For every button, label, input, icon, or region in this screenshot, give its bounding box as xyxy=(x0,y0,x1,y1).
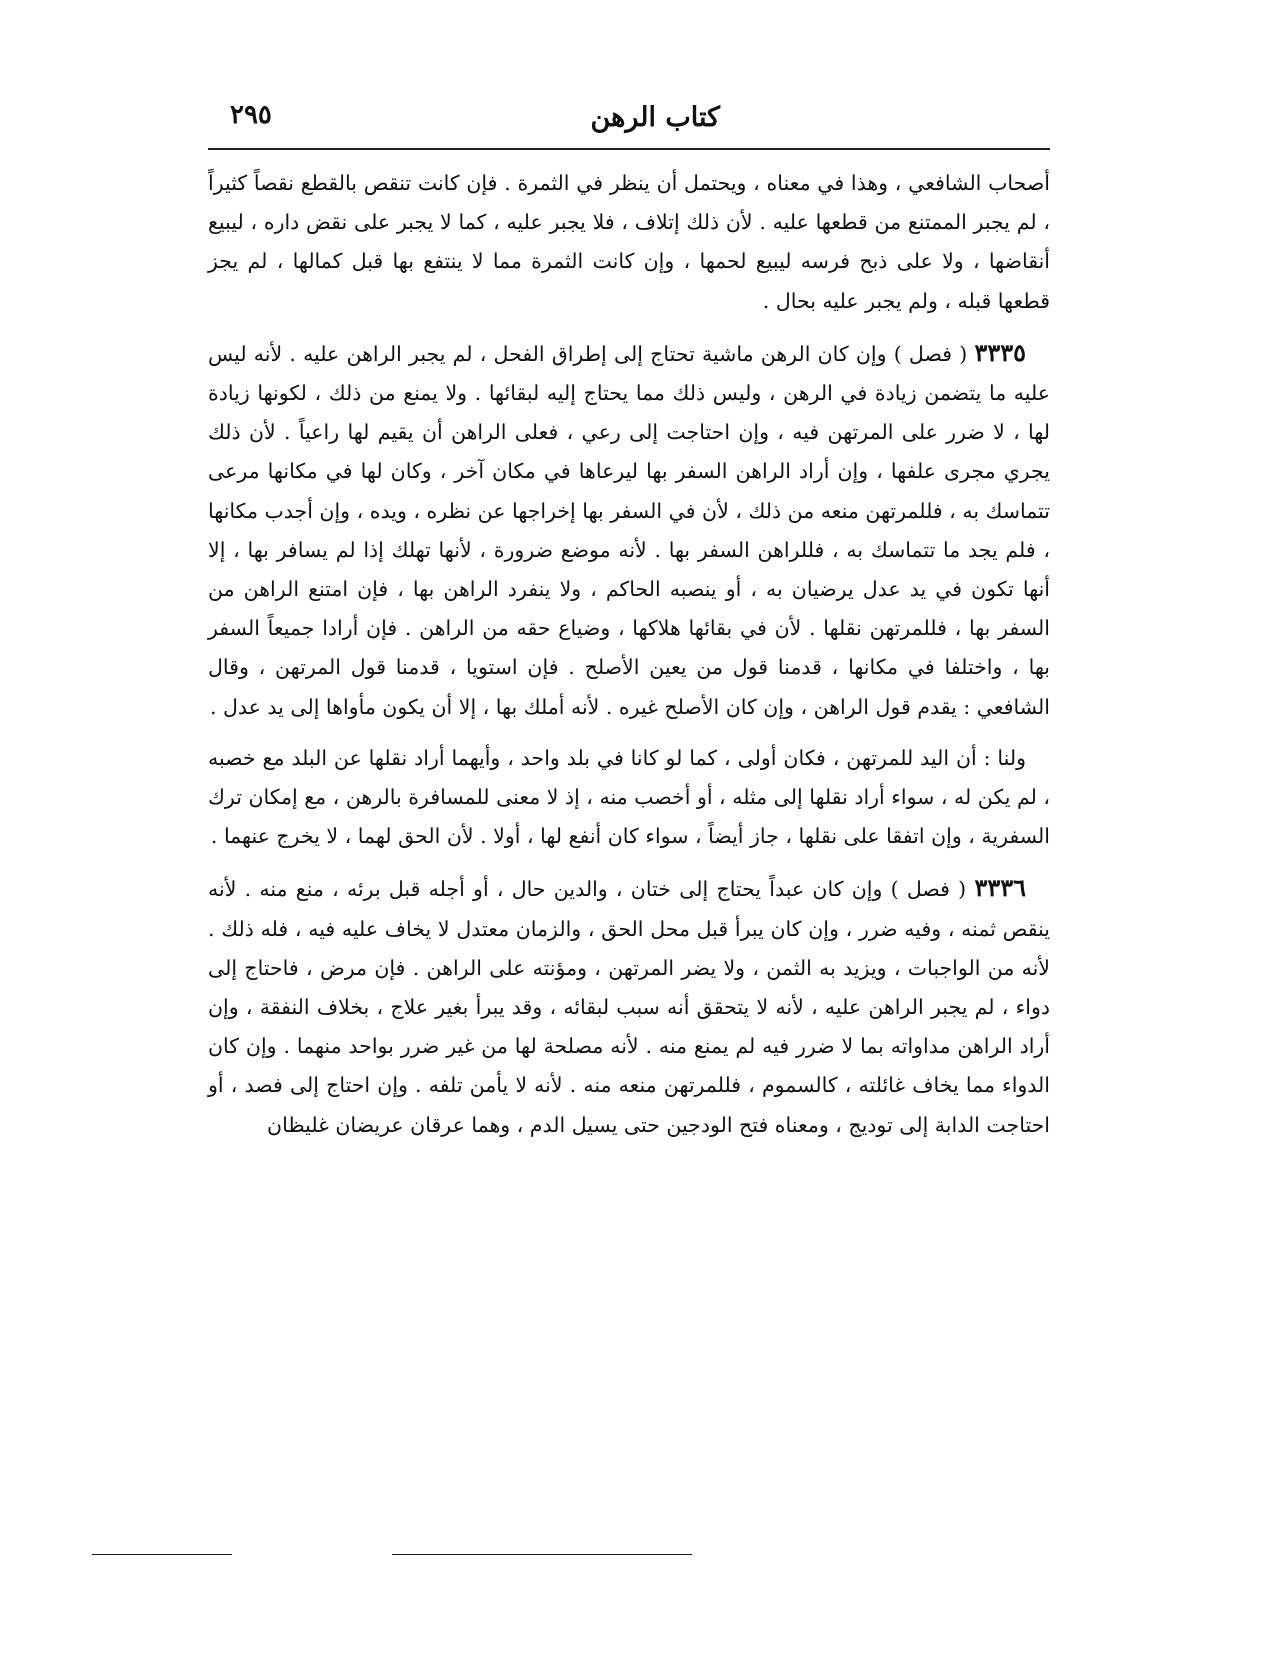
running-title: كتاب الرهن xyxy=(590,102,720,133)
section-number: ٣٣٣٦ xyxy=(974,873,1026,903)
header-rule xyxy=(208,148,1050,150)
page-header xyxy=(208,96,1050,142)
section-number: ٣٣٣٥ xyxy=(974,337,1026,367)
paragraph xyxy=(208,164,1050,321)
body-text xyxy=(208,164,1050,1157)
footer-rule xyxy=(92,1554,232,1555)
paragraph-text: ( فصل ) وإن كان عبداً يحتاج إلى ختان ، والدين حال ، أو أجله قبل برئه ، منع منه . لأنه ينقص ثمنه ، وفيه ضرر ، وإن كان يبرأ قبل محل الحق ، والزمان معتدل لا يخاف عليه فيه ، فله ذلك . لأنه من الواجبات ، ويزيد به الثمن ، ولا يضر المرتهن ، ومؤنته على الراهن . فإن مرض ، فاحتاج إلى دواء ، لم يجبر الراهن عليه ، لأنه لا يتحقق أنه سبب لبقائه ، وقد يبرأ بغير علاج ، بخلاف النفقة ، وإن أراد الراهن مداواته بما لا ضرر فيه لم يمنع منه . لأنه مصلحة لها من غير ضرر بواحد منهما . وإن كان الدواء مما يخاف غائلته ، كالسموم ، فللمرتهن منعه منه . لأنه لا يأمن تلفه . وإن احتاج إلى فصد ، أو احتاجت الدابة إلى توديج ، ومعناه فتح الودجين حتى يسيل الدم ، وهما عرقان عريضان غليظان xyxy=(208,877,1050,1137)
paragraph xyxy=(208,868,1050,1144)
paragraph-text: أصحاب الشافعي ، وهذا في معناه ، ويحتمل أن ينظر في الثمرة . فإن كانت تنقص بالقطع نقصاً كثيراً ، لم يجبر الممتنع من قطعها عليه . لأن ذلك إتلاف ، فلا يجبر عليه ، كما لا يجبر على نقض داره ، ليبيع أنقاضها ، ولا على ذبح فرسه ليبيع لحمها ، وإن كانت الثمرة مما لا ينتفع بها قبل كمالها ، لم يجز قطعها قبله ، ولم يجبر عليه بحال . xyxy=(208,171,1050,313)
paragraph-text: ( فصل ) وإن كان الرهن ماشية تحتاج إلى إطراق الفحل ، لم يجبر الراهن عليه . لأنه ليس عليه ما يتضمن زيادة في الرهن ، وليس ذلك مما يحتاج إليه لبقائها . ولا يمنع من ذلك ، لكونها زيادة لها ، لا ضرر على المرتهن فيه ، وإن احتاجت إلى رعي ، فعلى الراهن أن يقيم لها راعياً . لأن ذلك يجري مجرى علفها ، وإن أراد الراهن السفر بها ليرعاها في مكان آخر ، وكان لها في مكانها مرعى تتماسك به ، فللمرتهن منعه من ذلك ، لأن في السفر بها إخراجها عن نظره ، ويده ، وإن أجدب مكانها ، فلم يجد ما تتماسك به ، فللراهن السفر بها . لأنه موضع ضرورة ، لأنها تهلك إذا لم يسافر بها ، إلا أنها تكون في يد عدل يرضيان به ، أو ينصبه الحاكم ، ولا ينفرد الراهن بها ، فإن امتنع الراهن من السفر بها ، فللمرتهن نقلها . لأن في بقائها هلاكها ، وضياع حقه من الراهن . فإن أرادا جميعاً السفر بها ، واختلفا في مكانها ، قدمنا قول من يعين الأصلح . فإن استويا ، قدمنا قول المرتهن ، وقال الشافعي : يقدم قول الراهن ، وإن كان الأصلح غيره . لأنه أملك بها ، إلا أن يكون مأواها إلى يد عدل . xyxy=(208,341,1050,719)
paragraph xyxy=(208,739,1050,857)
paragraph xyxy=(208,333,1050,727)
paragraph-text: ولنا : أن اليد للمرتهن ، فكان أولى ، كما لو كانا في بلد واحد ، وأيهما أراد نقلها عن البلد مع خصبه ، لم يكن له ، سواء أراد نقلها إلى مثله ، أو أخصب منه ، إذ لا معنى للمسافرة بالرهن ، مع إمكان ترك السفرية ، وإن اتفقا على نقلها ، جاز أيضاً ، سواء كان أنفع لها ، أولا . لأن الحق لهما ، لا يخرج عنهما . xyxy=(208,745,1050,849)
page-number: ٢٩٥ xyxy=(230,100,272,130)
footer-rule xyxy=(392,1554,692,1555)
